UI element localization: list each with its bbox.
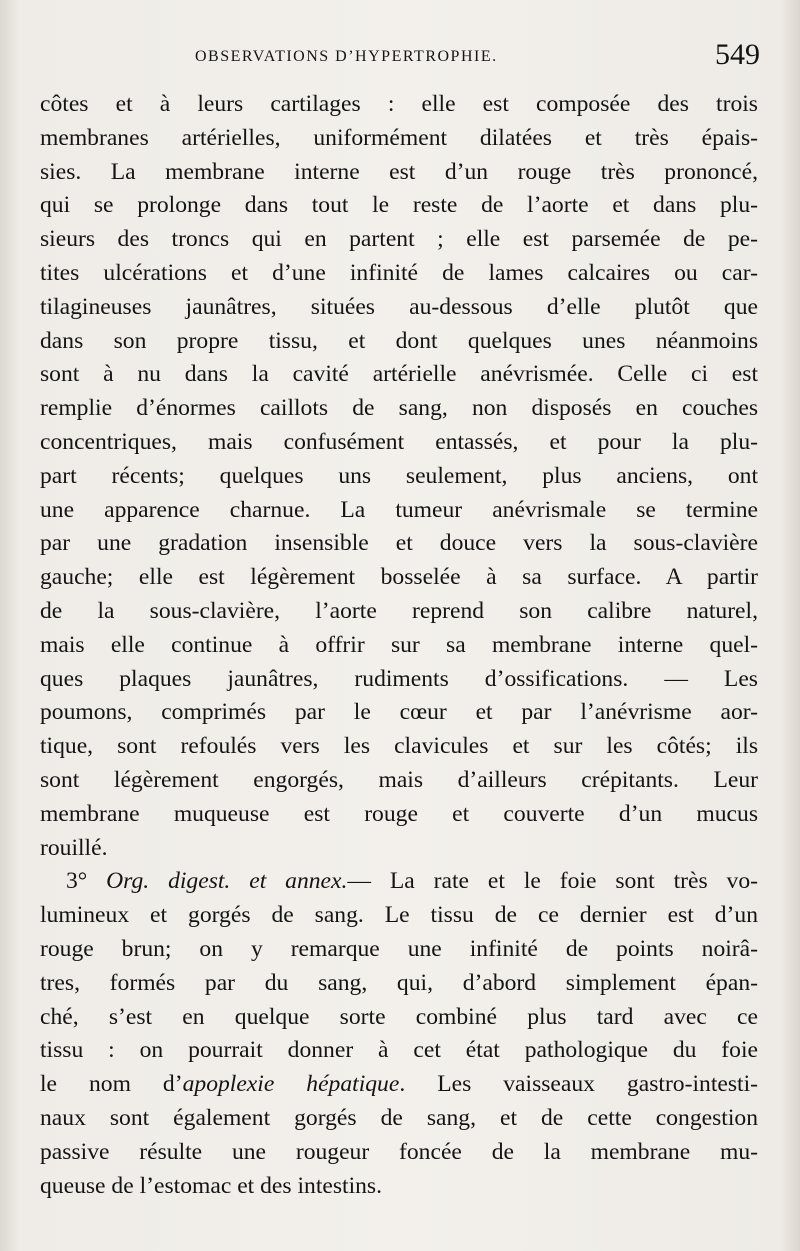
paragraph-2: [40, 865, 758, 1203]
paragraph-1: [40, 88, 758, 865]
section-number: 3°: [66, 868, 88, 895]
text-line: rouge brun; on y remarque une infinité de points noirâ-: [40, 935, 758, 962]
text-line: queuse de l’estomac et des intestins.: [40, 1172, 383, 1199]
text-line: côtes et à leurs cartilages : elle est composée des trois: [40, 91, 758, 117]
text-line: de la sous-clavière, l’aorte reprend son calibre naturel,: [40, 597, 758, 624]
text-line: ques plaques jaunâtres, rudiments d’ossifications. — Les: [40, 665, 758, 692]
text-line: sont à nu dans la cavité artérielle anévrismée. Celle ci est: [40, 361, 758, 388]
text-line: membrane muqueuse est rouge et couverte d’un mucus: [40, 800, 758, 827]
text-line: gauche; elle est légèrement bosselée à sa surface. A partir: [40, 564, 758, 591]
text-line: tissu : on pourrait donner à cet état pathologique du foie: [40, 1037, 758, 1064]
section-heading-line: [40, 865, 758, 899]
running-head: OBSERVATIONS D’HYPERTROPHIE.: [195, 48, 498, 65]
text-line: naux sont également gorgés de sang, et de cette congestion: [40, 1104, 758, 1131]
italic-term: apoplexie hépatique: [182, 1071, 400, 1098]
text-line: sies. La membrane interne est d’un rouge très prononcé,: [40, 158, 758, 185]
text-line: membranes artérielles, uniformément dilatées et très épais-: [40, 124, 758, 151]
text-line: sont légèrement engorgés, mais d’ailleurs crépitants. Leur: [40, 766, 758, 793]
text-line: lumineux et gorgés de sang. Le tissu de ce dernier est d’un: [40, 902, 758, 929]
text-line-with-italic: [40, 1068, 758, 1102]
text-line: tites ulcérations et d’une infinité de lames calcaires ou car-: [40, 259, 758, 286]
text-fragment: — La rate et le foie sont très vo-: [347, 868, 758, 895]
text-line: tilagineuses jaunâtres, situées au-dessous d’elle plutôt que: [40, 293, 758, 320]
text-line: ché, s’est en quelque sorte combiné plus tard avec ce: [40, 1003, 758, 1030]
page-number: 549: [715, 38, 760, 71]
text-fragment: le nom d’: [40, 1071, 183, 1098]
body-text: [40, 88, 758, 1203]
text-line: rouillé.: [40, 834, 108, 861]
page-header: [40, 38, 760, 78]
text-line: remplie d’énormes caillots de sang, non disposés en couches: [40, 395, 758, 422]
text-line: part récents; quelques uns seulement, plus anciens, ont: [40, 462, 758, 489]
text-line: dans son propre tissu, et dont quelques unes néanmoins: [40, 327, 758, 354]
text-line: une apparence charnue. La tumeur anévrismale se termine: [40, 496, 758, 523]
text-line: sieurs des troncs qui en partent ; elle est parsemée de pe-: [40, 226, 758, 253]
text-line: tres, formés par du sang, qui, d’abord simplement épan-: [40, 969, 758, 996]
text-line: passive résulte une rougeur foncée de la membrane mu-: [40, 1138, 758, 1165]
text-line: par une gradation insensible et douce vers la sous-clavière: [40, 530, 758, 557]
text-line: tique, sont refoulés vers les clavicules et sur les côtés; ils: [40, 733, 758, 760]
section-heading: Org. digest. et annex.: [106, 868, 348, 895]
text-line: concentriques, mais confusément entassés, et pour la plu-: [40, 428, 758, 455]
text-line: mais elle continue à offrir sur sa membrane interne quel-: [40, 631, 758, 658]
text-line: poumons, comprimés par le cœur et par l’anévrisme aor-: [40, 699, 758, 726]
text-line: qui se prolonge dans tout le reste de l’aorte et dans plu-: [40, 192, 758, 219]
text-fragment: . Les vaisseaux gastro-intesti-: [399, 1071, 758, 1098]
